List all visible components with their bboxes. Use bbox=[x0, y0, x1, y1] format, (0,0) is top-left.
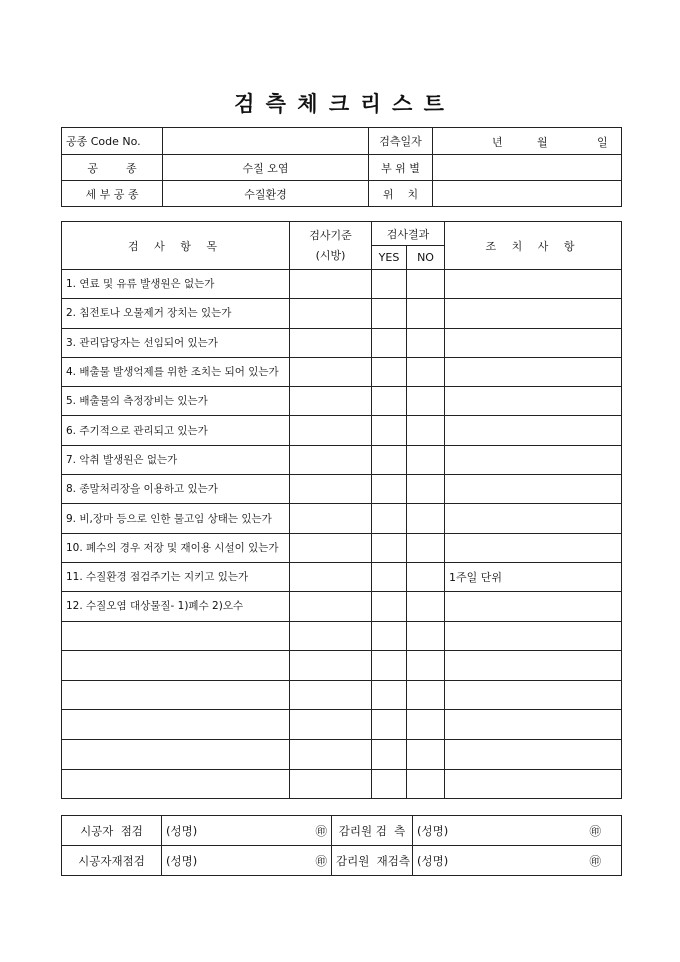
month-label: 월 bbox=[537, 136, 548, 149]
contractor-recheck-label: 시공자재점검 bbox=[62, 846, 162, 876]
action-cell[interactable] bbox=[445, 445, 622, 474]
check-item: 2. 침전토나 오물제거 장치는 있는가 bbox=[62, 299, 290, 328]
action-cell[interactable] bbox=[445, 475, 622, 504]
no-checkbox[interactable] bbox=[407, 357, 445, 386]
check-item bbox=[62, 680, 290, 710]
standard-cell[interactable] bbox=[290, 769, 372, 799]
action-cell[interactable] bbox=[445, 739, 622, 769]
standard-cell[interactable] bbox=[290, 357, 372, 386]
table-row bbox=[62, 533, 622, 562]
check-item bbox=[62, 739, 290, 769]
check-item: 6. 주기적으로 관리되고 있는가 bbox=[62, 416, 290, 445]
supervisor-recheck-sign[interactable] bbox=[413, 846, 622, 876]
contractor-recheck-sign[interactable] bbox=[162, 846, 332, 876]
action-cell[interactable] bbox=[445, 504, 622, 533]
table-row bbox=[62, 387, 622, 416]
supervisor-check-sign[interactable] bbox=[413, 816, 622, 846]
date-field[interactable] bbox=[433, 128, 622, 155]
standard-cell[interactable] bbox=[290, 299, 372, 328]
yes-checkbox[interactable] bbox=[372, 504, 407, 533]
no-checkbox[interactable] bbox=[407, 769, 445, 799]
no-checkbox[interactable] bbox=[407, 445, 445, 474]
action-cell[interactable] bbox=[445, 710, 622, 740]
info-table bbox=[61, 127, 622, 207]
no-checkbox[interactable] bbox=[407, 270, 445, 299]
type-label: 공 종 bbox=[62, 155, 163, 181]
no-checkbox[interactable] bbox=[407, 299, 445, 328]
header-result: 검사결과 bbox=[372, 222, 445, 246]
table-row bbox=[62, 270, 622, 299]
check-item: 3. 관리담당자는 선임되어 있는가 bbox=[62, 328, 290, 357]
supervisor-recheck-label: 감리원 재검측 bbox=[332, 846, 413, 876]
contractor-recheck-name-label: (성명) bbox=[166, 853, 198, 868]
table-row bbox=[62, 562, 622, 591]
header-no: NO bbox=[407, 246, 445, 270]
no-checkbox[interactable] bbox=[407, 739, 445, 769]
check-item: 1. 연료 및 유류 발생원은 없는가 bbox=[62, 270, 290, 299]
table-row bbox=[62, 710, 622, 740]
action-cell[interactable] bbox=[445, 270, 622, 299]
no-checkbox[interactable] bbox=[407, 533, 445, 562]
no-checkbox[interactable] bbox=[407, 710, 445, 740]
header-standard-label: 검사기준 bbox=[309, 228, 352, 242]
table-row bbox=[62, 769, 622, 799]
date-label: 검측일자 bbox=[369, 128, 433, 155]
action-cell[interactable] bbox=[445, 769, 622, 799]
action-cell[interactable] bbox=[445, 299, 622, 328]
check-item: 12. 수질오염 대상물질- 1)폐수 2)오수 bbox=[62, 592, 290, 621]
check-item bbox=[62, 710, 290, 740]
yes-checkbox[interactable] bbox=[372, 680, 407, 710]
no-checkbox[interactable] bbox=[407, 562, 445, 591]
check-item: 8. 종말처리장을 이용하고 있는가 bbox=[62, 475, 290, 504]
check-item: 10. 폐수의 경우 저장 및 재이용 시설이 있는가 bbox=[62, 533, 290, 562]
yes-checkbox[interactable] bbox=[372, 445, 407, 474]
standard-cell[interactable] bbox=[290, 328, 372, 357]
action-cell[interactable] bbox=[445, 651, 622, 681]
year-label: 년 bbox=[492, 136, 503, 149]
standard-cell[interactable] bbox=[290, 651, 372, 681]
check-item bbox=[62, 769, 290, 799]
code-field[interactable] bbox=[163, 128, 369, 155]
check-item bbox=[62, 621, 290, 651]
table-row bbox=[62, 504, 622, 533]
location-label: 위 치 bbox=[369, 181, 433, 207]
check-item: 4. 배출물 발생억제를 위한 조치는 되어 있는가 bbox=[62, 357, 290, 386]
yes-checkbox[interactable] bbox=[372, 769, 407, 799]
table-row bbox=[62, 328, 622, 357]
standard-cell[interactable] bbox=[290, 621, 372, 651]
standard-cell[interactable] bbox=[290, 387, 372, 416]
table-row bbox=[62, 445, 622, 474]
yes-checkbox[interactable] bbox=[372, 270, 407, 299]
detail-label: 세 부 공 종 bbox=[62, 181, 163, 207]
yes-checkbox[interactable] bbox=[372, 651, 407, 681]
yes-checkbox[interactable] bbox=[372, 328, 407, 357]
yes-checkbox[interactable] bbox=[372, 710, 407, 740]
no-checkbox[interactable] bbox=[407, 328, 445, 357]
yes-checkbox[interactable] bbox=[372, 533, 407, 562]
yes-checkbox[interactable] bbox=[372, 387, 407, 416]
table-row bbox=[62, 680, 622, 710]
no-checkbox[interactable] bbox=[407, 592, 445, 621]
action-cell[interactable] bbox=[445, 621, 622, 651]
no-checkbox[interactable] bbox=[407, 475, 445, 504]
action-cell[interactable] bbox=[445, 533, 622, 562]
header-standard bbox=[290, 222, 372, 270]
check-item: 5. 배출물의 측정장비는 있는가 bbox=[62, 387, 290, 416]
seal-icon: ㊞ bbox=[315, 823, 327, 838]
standard-cell[interactable] bbox=[290, 533, 372, 562]
header-standard-sub: (시방) bbox=[315, 248, 346, 262]
action-cell[interactable] bbox=[445, 592, 622, 621]
check-item: 11. 수질환경 점검주기는 지키고 있는가 bbox=[62, 562, 290, 591]
standard-cell[interactable] bbox=[290, 445, 372, 474]
header-action: 조 치 사 항 bbox=[445, 222, 622, 270]
standard-cell[interactable] bbox=[290, 592, 372, 621]
supervisor-name-label: (성명) bbox=[417, 823, 449, 838]
part-field[interactable] bbox=[433, 155, 622, 181]
standard-cell[interactable] bbox=[290, 562, 372, 591]
table-row bbox=[62, 621, 622, 651]
checklist-table bbox=[61, 221, 622, 799]
standard-cell[interactable] bbox=[290, 416, 372, 445]
no-checkbox[interactable] bbox=[407, 651, 445, 681]
check-item bbox=[62, 651, 290, 681]
yes-checkbox[interactable] bbox=[372, 621, 407, 651]
check-item: 9. 비,장마 등으로 인한 물고임 상태는 있는가 bbox=[62, 504, 290, 533]
action-cell[interactable] bbox=[445, 680, 622, 710]
no-checkbox[interactable] bbox=[407, 387, 445, 416]
part-label: 부 위 별 bbox=[369, 155, 433, 181]
no-checkbox[interactable] bbox=[407, 504, 445, 533]
standard-cell[interactable] bbox=[290, 680, 372, 710]
table-row bbox=[62, 592, 622, 621]
location-field[interactable] bbox=[433, 181, 622, 207]
standard-cell[interactable] bbox=[290, 475, 372, 504]
yes-checkbox[interactable] bbox=[372, 592, 407, 621]
page-title: 검 측 체 크 리 스 트 bbox=[234, 91, 446, 116]
no-checkbox[interactable] bbox=[407, 680, 445, 710]
table-row bbox=[62, 739, 622, 769]
code-label: 공종 Code No. bbox=[62, 128, 163, 155]
table-row bbox=[62, 299, 622, 328]
contractor-name-label: (성명) bbox=[166, 823, 198, 838]
standard-cell[interactable] bbox=[290, 270, 372, 299]
header-item: 검 사 항 목 bbox=[62, 222, 290, 270]
no-checkbox[interactable] bbox=[407, 416, 445, 445]
table-row bbox=[62, 475, 622, 504]
seal-icon: ㊞ bbox=[315, 853, 327, 868]
supervisor-check-label: 감리원 검 측 bbox=[332, 816, 413, 846]
table-row bbox=[62, 357, 622, 386]
action-cell[interactable] bbox=[445, 387, 622, 416]
supervisor-recheck-name-label: (성명) bbox=[417, 853, 449, 868]
standard-cell[interactable] bbox=[290, 710, 372, 740]
table-row bbox=[62, 416, 622, 445]
yes-checkbox[interactable] bbox=[372, 299, 407, 328]
table-row bbox=[62, 651, 622, 681]
standard-cell[interactable] bbox=[290, 739, 372, 769]
no-checkbox[interactable] bbox=[407, 621, 445, 651]
yes-checkbox[interactable] bbox=[372, 739, 407, 769]
day-label: 일 bbox=[597, 136, 608, 149]
yes-checkbox[interactable] bbox=[372, 475, 407, 504]
contractor-check-label: 시공자 점검 bbox=[62, 816, 162, 846]
check-item: 7. 악취 발생원은 없는가 bbox=[62, 445, 290, 474]
yes-checkbox[interactable] bbox=[372, 562, 407, 591]
header-yes: YES bbox=[372, 246, 407, 270]
detail-value[interactable]: 수질환경 bbox=[163, 181, 369, 207]
yes-checkbox[interactable] bbox=[372, 357, 407, 386]
action-cell[interactable] bbox=[445, 357, 622, 386]
action-cell[interactable] bbox=[445, 328, 622, 357]
seal-icon: ㊞ bbox=[589, 823, 601, 838]
action-cell[interactable]: 1주일 단위 bbox=[445, 562, 622, 591]
signature-table bbox=[61, 815, 622, 876]
standard-cell[interactable] bbox=[290, 504, 372, 533]
contractor-check-sign[interactable] bbox=[162, 816, 332, 846]
seal-icon: ㊞ bbox=[589, 853, 601, 868]
type-value[interactable]: 수질 오염 bbox=[163, 155, 369, 181]
yes-checkbox[interactable] bbox=[372, 416, 407, 445]
action-cell[interactable] bbox=[445, 416, 622, 445]
